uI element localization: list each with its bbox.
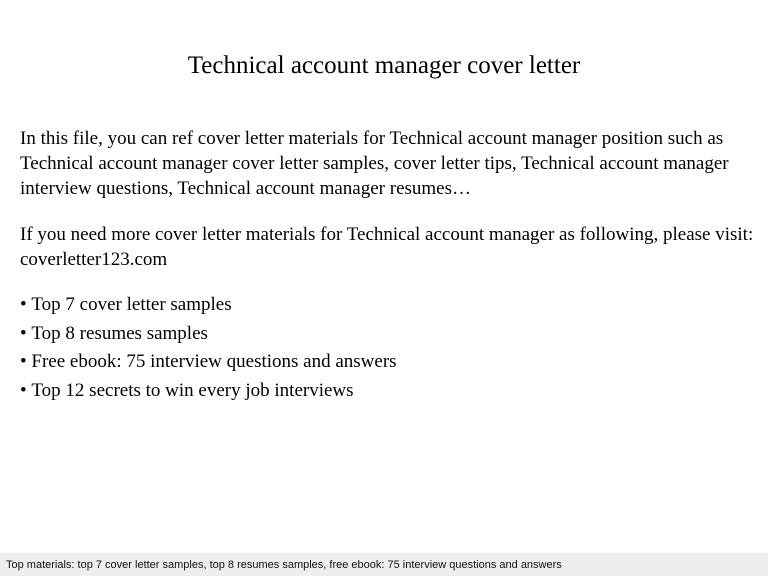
footer-text: Top materials: top 7 cover letter samples, top 8 resumes samples, free ebook: 75 interview questions and answers [6,559,562,571]
page-title: Technical account manager cover letter [187,52,581,79]
materials-list [20,291,397,405]
list-item: • Free ebook: 75 interview questions and answers [20,348,397,377]
list-item: • Top 7 cover letter samples [20,291,397,320]
visit-paragraph: If you need more cover letter materials for Technical account manager as following, please visit: coverletter123.com [20,224,754,270]
footer-bar [0,553,768,576]
list-item: • Top 12 secrets to win every job interviews [20,377,397,406]
intro-paragraph: In this file, you can ref cover letter materials for Technical account manager position such as Technical account manager cover letter samples, cover letter tips, Technical account manager interview questions, Technical account manager resumes… [20,128,729,199]
list-item: • Top 8 resumes samples [20,320,397,349]
